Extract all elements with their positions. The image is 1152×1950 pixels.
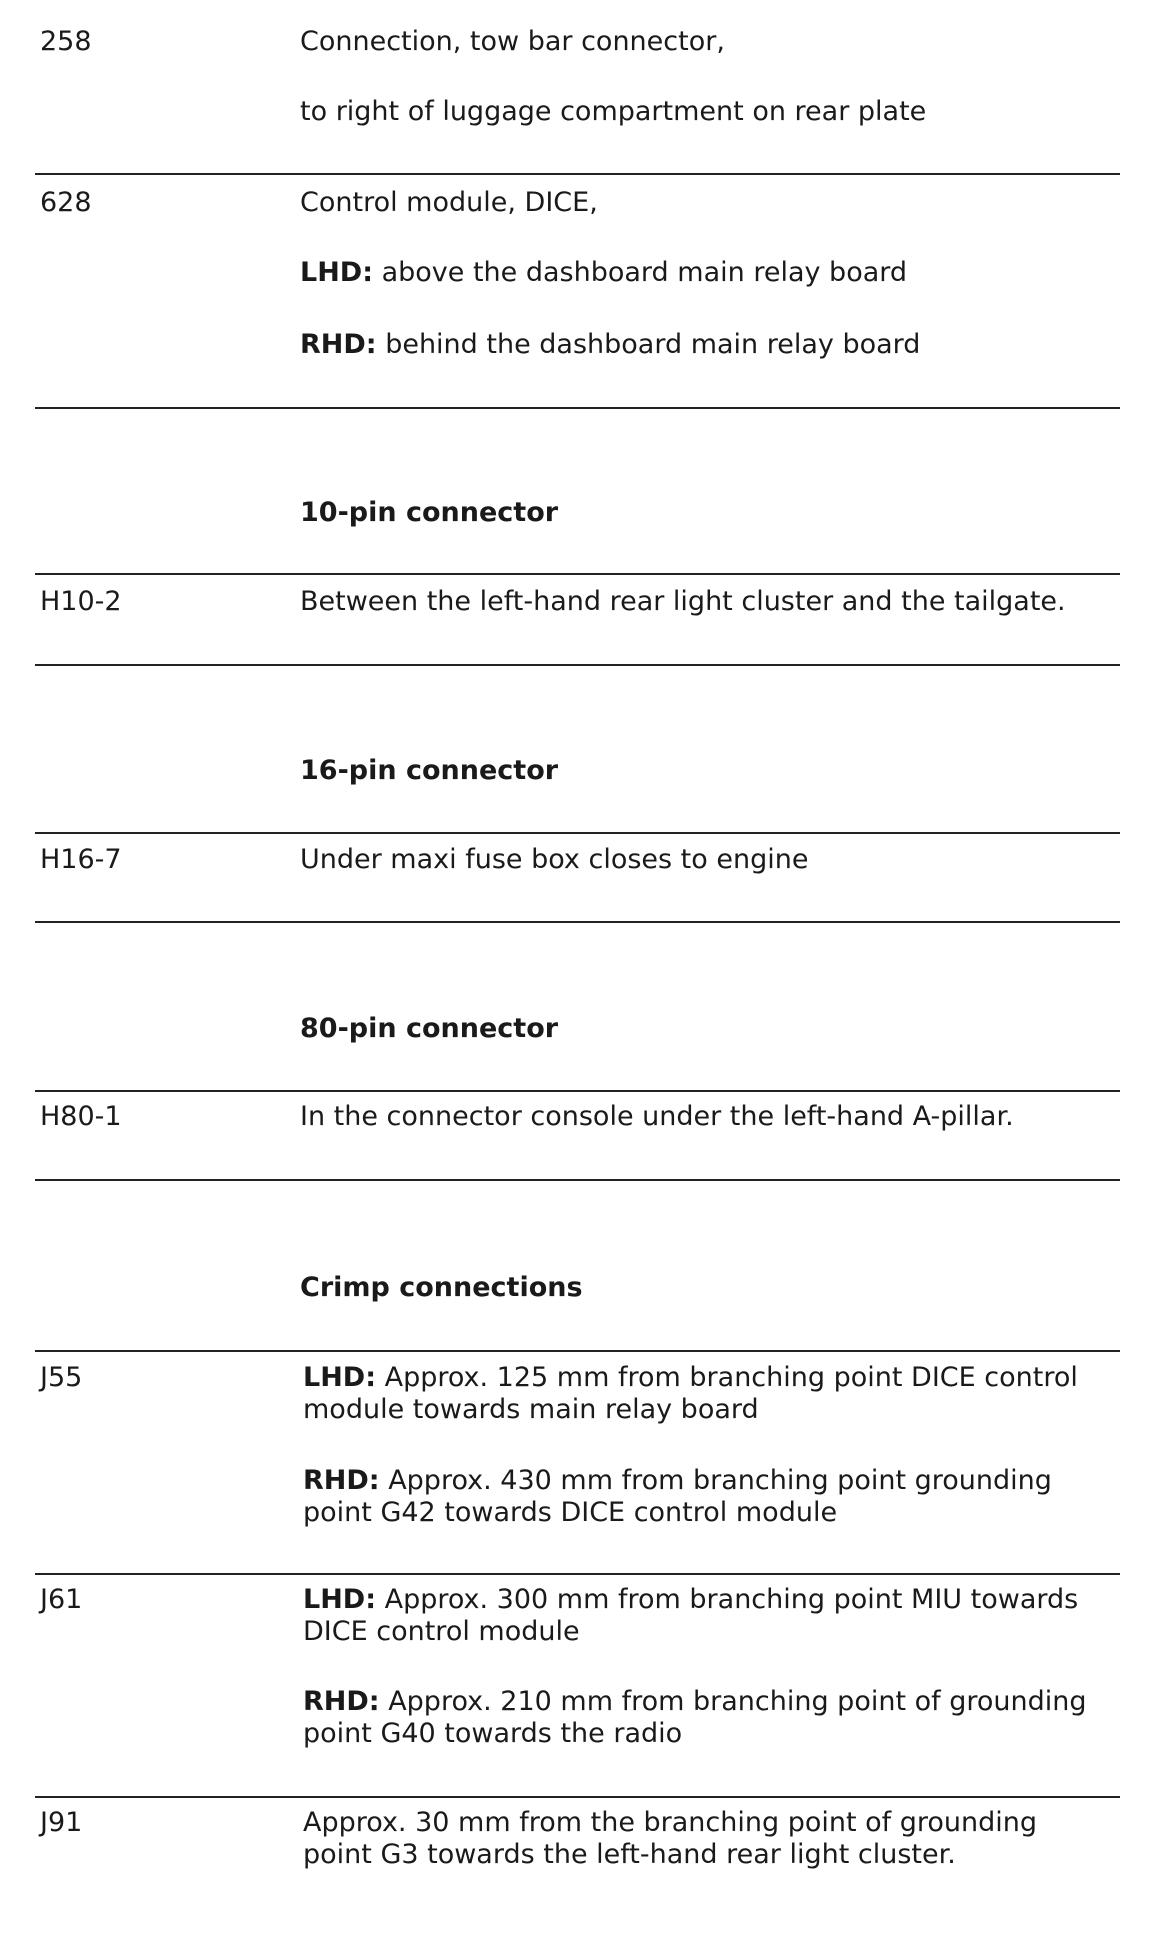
- entry-code-628: 628: [40, 187, 92, 218]
- entry-code-h80-1: H80-1: [40, 1101, 122, 1132]
- entry-code-j55: J55: [40, 1362, 83, 1393]
- section-heading-crimp: Crimp connections: [300, 1272, 583, 1303]
- lhd-label: LHD:: [300, 257, 374, 288]
- divider: [35, 832, 1120, 834]
- entry-description-j55-lhd: [303, 1362, 1113, 1426]
- entry-description-628-rhd: [300, 329, 920, 361]
- entry-description-j61-rhd: [303, 1686, 1133, 1750]
- entry-description-258-line2: to right of luggage compartment on rear plate: [300, 96, 927, 127]
- divider: [35, 921, 1120, 923]
- entry-description-258-line1: Connection, tow bar connector,: [300, 26, 725, 57]
- section-heading-10-pin: 10-pin connector: [300, 497, 559, 528]
- divider: [35, 1350, 1120, 1352]
- entry-code-h16-7: H16-7: [40, 844, 122, 875]
- lhd-text: above the dashboard main relay board: [373, 257, 908, 288]
- entry-description-j61-lhd: [303, 1584, 1113, 1648]
- rhd-text: Approx. 210 mm from branching point of grounding point G40 towards the radio: [303, 1686, 1087, 1749]
- entry-code-h10-2: H10-2: [40, 586, 122, 617]
- entry-code-j61: J61: [40, 1584, 83, 1615]
- entry-code-258: 258: [40, 26, 92, 57]
- divider: [35, 173, 1120, 175]
- entry-code-j91: J91: [40, 1807, 83, 1838]
- divider: [35, 573, 1120, 575]
- rhd-text: Approx. 430 mm from branching point grounding point G42 towards DICE control module: [303, 1465, 1052, 1528]
- entry-description-628-line1: Control module, DICE,: [300, 187, 598, 218]
- rhd-text: behind the dashboard main relay board: [376, 329, 921, 360]
- entry-description-h16-7: Under maxi fuse box closes to engine: [300, 844, 809, 875]
- lhd-label: LHD:: [303, 1584, 377, 1615]
- entry-description-h80-1: In the connector console under the left-hand A-pillar.: [300, 1101, 1014, 1132]
- lhd-text: Approx. 125 mm from branching point DICE control module towards main relay board: [303, 1362, 1078, 1425]
- section-heading-80-pin: 80-pin connector: [300, 1013, 559, 1044]
- divider: [35, 407, 1120, 409]
- entry-description-628-lhd: [300, 257, 907, 289]
- section-heading-16-pin: 16-pin connector: [300, 755, 559, 786]
- lhd-label: LHD:: [303, 1362, 377, 1393]
- divider: [35, 1179, 1120, 1181]
- divider: [35, 1796, 1120, 1798]
- entry-description-h10-2: Between the left-hand rear light cluster and the tailgate.: [300, 586, 1066, 617]
- entry-description-j91: Approx. 30 mm from the branching point of grounding point G3 towards the left-hand rear light cluster.: [303, 1807, 1038, 1870]
- rhd-label: RHD:: [303, 1465, 380, 1496]
- lhd-text: Approx. 300 mm from branching point MIU towards DICE control module: [303, 1584, 1079, 1647]
- rhd-label: RHD:: [300, 329, 377, 360]
- divider: [35, 1090, 1120, 1092]
- rhd-label: RHD:: [303, 1686, 380, 1717]
- divider: [35, 664, 1120, 666]
- entry-description-j55-rhd: [303, 1465, 1113, 1529]
- divider: [35, 1573, 1120, 1575]
